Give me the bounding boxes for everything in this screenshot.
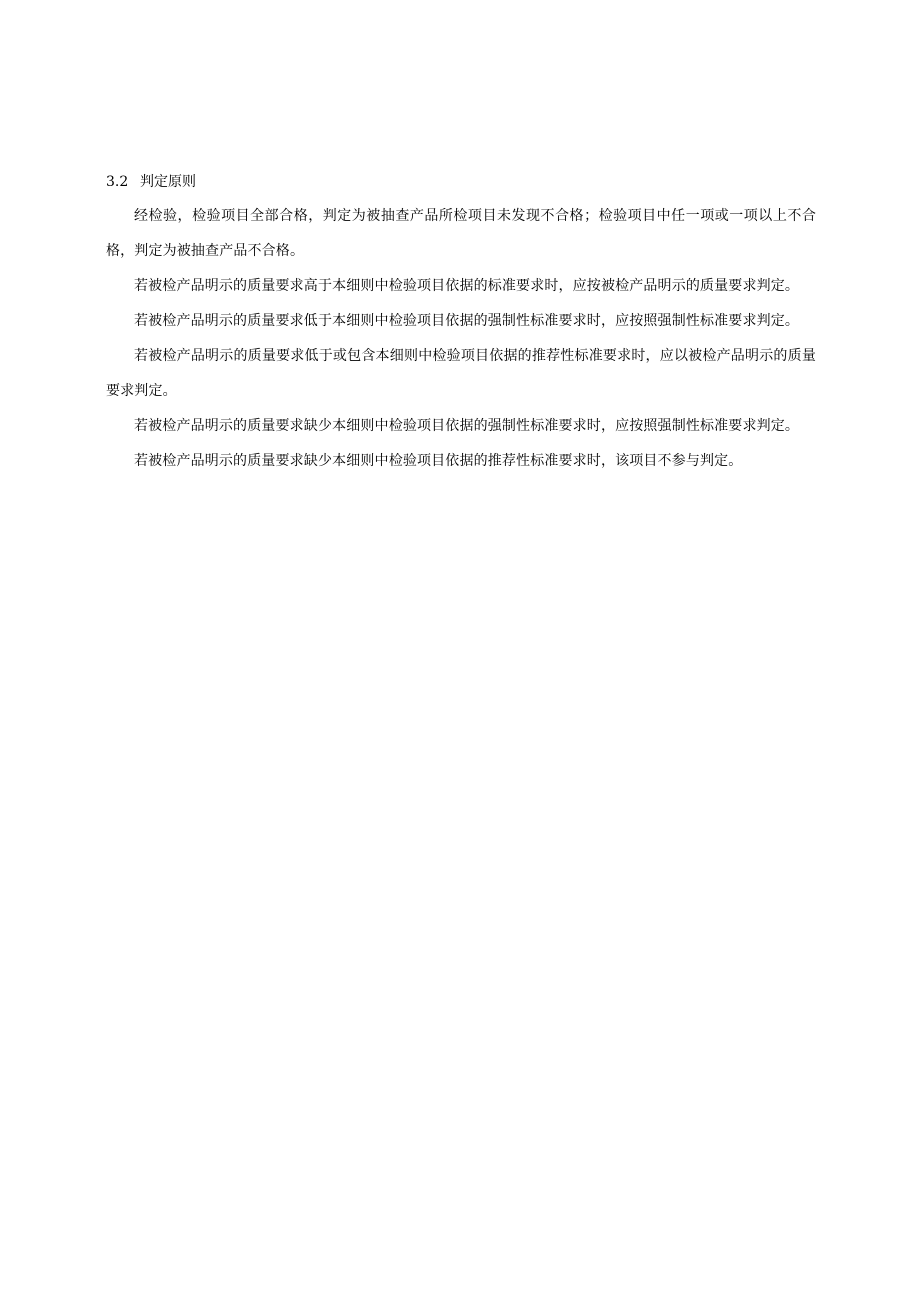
paragraph-4: 若被检产品明示的质量要求低于或包含本细则中检验项目依据的推荐性标准要求时，应以被检产品明示的质量要求判定。 bbox=[106, 348, 816, 399]
section-content bbox=[106, 171, 816, 479]
paragraph-3: 若被检产品明示的质量要求低于本细则中检验项目依据的强制性标准要求时，应按照强制性标准要求判定。 bbox=[134, 313, 800, 329]
paragraph-5: 若被检产品明示的质量要求缺少本细则中检验项目依据的强制性标准要求时，应按照强制性标准要求判定。 bbox=[134, 418, 800, 434]
section-number: 3.2 bbox=[106, 174, 129, 190]
paragraph-6: 若被检产品明示的质量要求缺少本细则中检验项目依据的推荐性标准要求时，该项目不参与判定。 bbox=[134, 453, 743, 469]
section-title: 判定原则 bbox=[140, 174, 196, 190]
paragraph-1: 经检验，检验项目全部合格，判定为被抽查产品所检项目未发现不合格；检验项目中任一项或一项以上不合格，判定为被抽查产品不合格。 bbox=[106, 208, 816, 259]
section-heading bbox=[106, 171, 816, 193]
paragraph-2: 若被检产品明示的质量要求高于本细则中检验项目依据的标准要求时，应按被检产品明示的质量要求判定。 bbox=[134, 278, 800, 294]
